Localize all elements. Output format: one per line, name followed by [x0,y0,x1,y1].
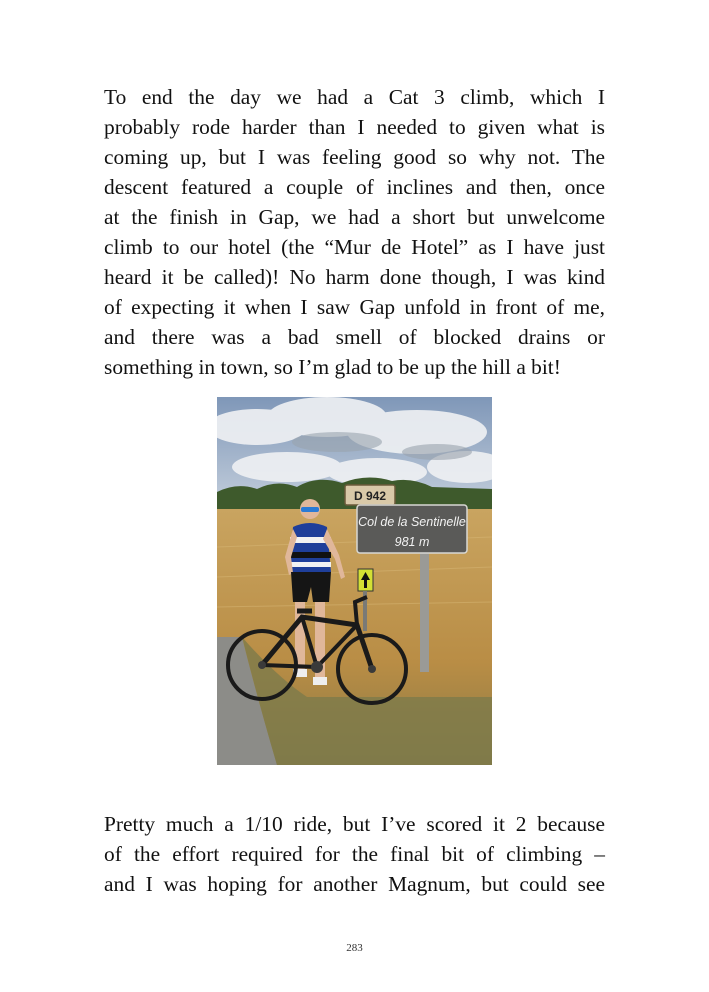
text-line: coming up, but I was feeling good so why not. The [104,145,605,169]
text-line: of expecting it when I saw Gap unfold in front of me, [104,295,605,319]
road-number-text: D 942 [353,489,387,503]
sign-post [420,552,429,672]
text-line: probably rode harder than I needed to given what is [104,115,605,139]
cyclist-photo [217,397,492,765]
text-line: heard it be called)! No harm done though, I was kind [104,265,605,289]
text-line: To end the day we had a Cat 3 climb, which I [104,85,605,109]
col-sign-name: Col de la Sentinelle [358,515,466,529]
body-paragraph-2 [104,809,605,899]
text-line: descent featured a couple of inclines and then, once [104,175,605,199]
body-paragraph-1 [104,82,605,382]
text-line: of the effort required for the final bit of climbing – [104,842,605,866]
text-line: and I was hoping for another Magnum, but could see [104,872,605,896]
text-line: and there was a bad smell of blocked drains or [104,325,605,349]
photo-illustration [217,397,492,765]
text-line: at the finish in Gap, we had a short but unwelcome [104,205,605,229]
page-number: 283 [346,942,363,954]
text-line: something in town, so I’m glad to be up the hill a bit! [104,355,561,379]
text-line: climb to our hotel (the “Mur de Hotel” as I have just [104,235,605,259]
text-line: Pretty much a 1/10 ride, but I’ve scored it 2 because [104,812,605,836]
col-sign-altitude: 981 m [394,535,430,549]
